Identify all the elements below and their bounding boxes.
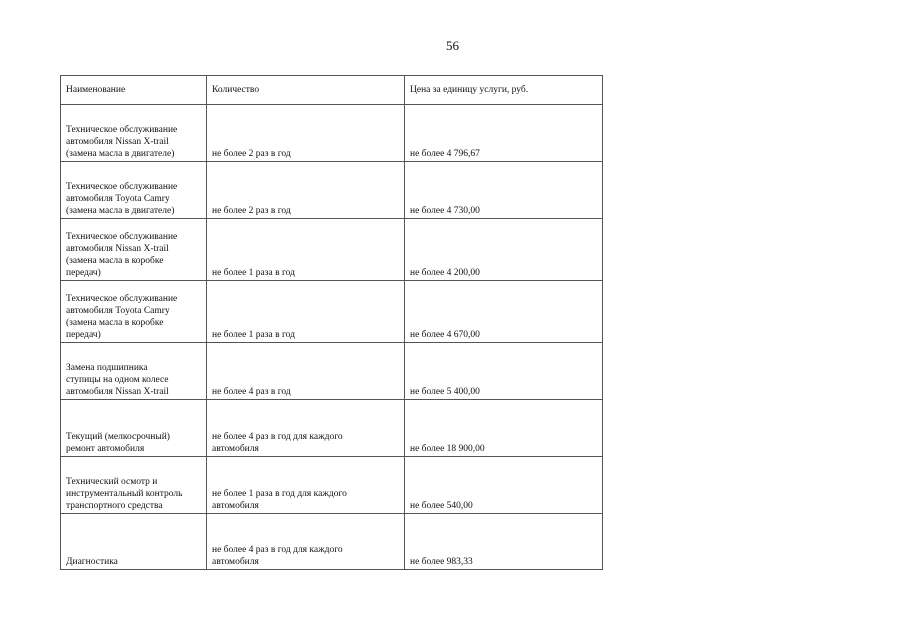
- price-cell: не более 4 670,00: [405, 281, 603, 343]
- service-name-cell: Техническое обслуживание автомобиля Nissan X-trail (замена масла в коробке передач): [61, 219, 207, 281]
- service-name-cell: Замена подшипника ступицы на одном колесе автомобиля Nissan X-trail: [61, 343, 207, 400]
- service-name-cell: Диагностика: [61, 514, 207, 570]
- price-cell: не более 4 796,67: [405, 105, 603, 162]
- quantity-cell: не более 2 раз в год: [207, 162, 405, 219]
- price-cell: не более 5 400,00: [405, 343, 603, 400]
- quantity-cell: не более 4 раз в год: [207, 343, 405, 400]
- quantity-cell: не более 1 раза в год: [207, 281, 405, 343]
- services-price-table: [60, 75, 603, 570]
- table-row: [61, 162, 603, 219]
- table-row: [61, 343, 603, 400]
- quantity-cell: не более 4 раз в год для каждого автомобиля: [207, 400, 405, 457]
- price-cell: не более 540,00: [405, 457, 603, 514]
- service-name-cell: Текущий (мелкосрочный) ремонт автомобиля: [61, 400, 207, 457]
- table-header-row: [61, 76, 603, 105]
- table-row: [61, 219, 603, 281]
- quantity-cell: не более 1 раза в год: [207, 219, 405, 281]
- table-row: [61, 105, 603, 162]
- header-name: Наименование: [61, 76, 207, 105]
- table-row: [61, 457, 603, 514]
- table-row: [61, 281, 603, 343]
- service-name-cell: Техническое обслуживание автомобиля Toyota Camry (замена масла в двигателе): [61, 162, 207, 219]
- header-unit-price: Цена за единицу услуги, руб.: [405, 76, 603, 105]
- table-row: [61, 514, 603, 570]
- service-name-cell: Техническое обслуживание автомобиля Nissan X-trail (замена масла в двигателе): [61, 105, 207, 162]
- quantity-cell: не более 4 раз в год для каждого автомобиля: [207, 514, 405, 570]
- header-quantity: Количество: [207, 76, 405, 105]
- price-cell: не более 18 900,00: [405, 400, 603, 457]
- quantity-cell: не более 1 раза в год для каждого автомобиля: [207, 457, 405, 514]
- quantity-cell: не более 2 раз в год: [207, 105, 405, 162]
- service-name-cell: Техническое обслуживание автомобиля Toyota Camry (замена масла в коробке передач): [61, 281, 207, 343]
- price-cell: не более 983,33: [405, 514, 603, 570]
- price-cell: не более 4 730,00: [405, 162, 603, 219]
- service-name-cell: Технический осмотр и инструментальный контроль транспортного средства: [61, 457, 207, 514]
- price-cell: не более 4 200,00: [405, 219, 603, 281]
- table-row: [61, 400, 603, 457]
- page-number: 56: [446, 38, 459, 53]
